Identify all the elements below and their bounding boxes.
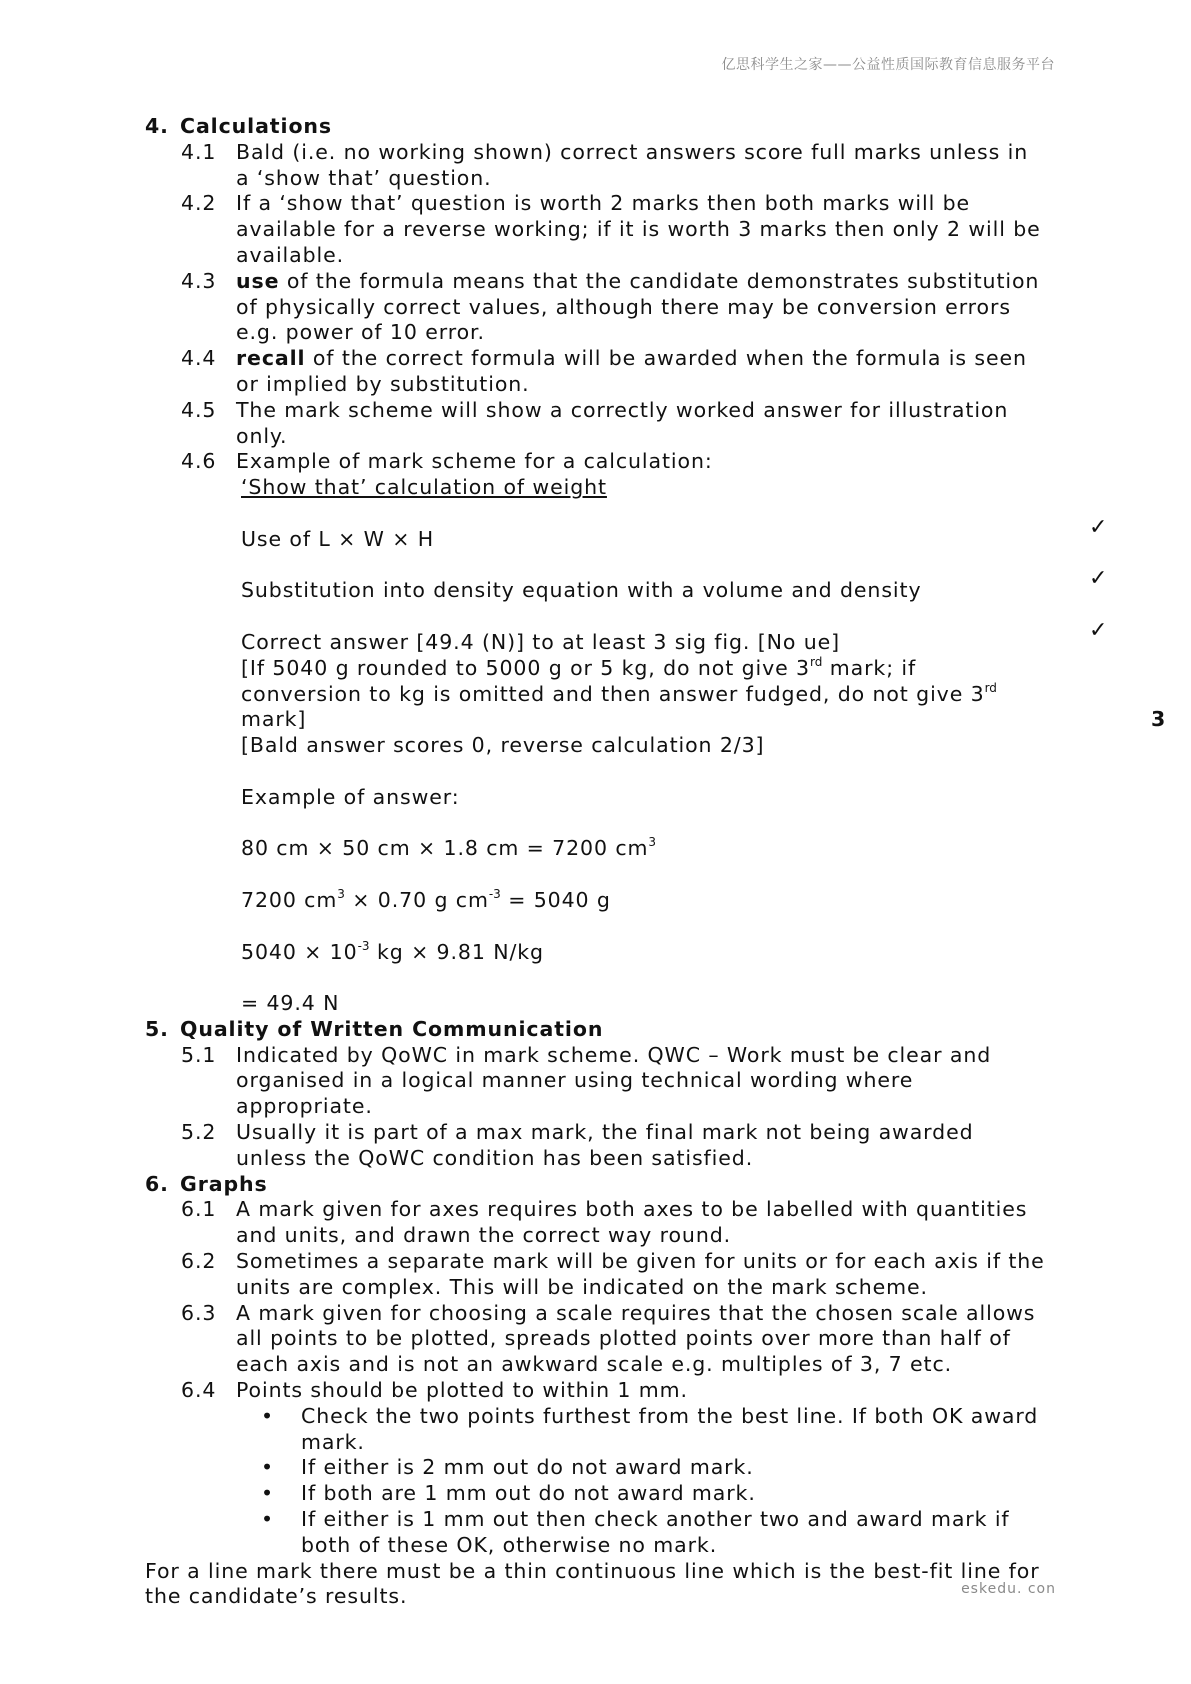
item-number: 4.6	[181, 449, 217, 474]
list-item	[145, 269, 1045, 346]
check-icon: ✓	[1089, 617, 1109, 643]
item-text: Indicated by QoWC in mark scheme. QWC – Work must be clear and organised in a logical manner using technical wording where appropriate.	[236, 1042, 992, 1119]
item-text	[236, 346, 1045, 398]
section-number: 4.	[145, 114, 169, 138]
calc-text: × 0.70 g cm	[344, 887, 489, 912]
calc-line	[241, 888, 1045, 914]
list-item	[145, 1249, 1045, 1301]
mark-step	[241, 514, 1109, 553]
mark-note-row	[241, 707, 1167, 733]
bullet-item	[259, 1481, 1045, 1507]
calc-text: 7200 cm	[241, 887, 338, 912]
item-number: 5.1	[181, 1042, 217, 1067]
list-item	[145, 1301, 1045, 1378]
item-text: Bald (i.e. no working shown) correct answers score full marks unless in a ‘show that’ question.	[236, 139, 1029, 190]
item-text: Points should be plotted to within 1 mm.	[236, 1378, 688, 1403]
bullet-item	[259, 1404, 1045, 1456]
section-heading-calculations	[145, 114, 1045, 140]
item-text: Example of mark scheme for a calculation:	[236, 449, 713, 474]
bullet-item	[259, 1507, 1045, 1559]
item-number: 6.1	[181, 1197, 217, 1222]
calc-text: 5040 × 10	[241, 939, 358, 964]
item-number: 4.2	[181, 191, 217, 216]
list-item	[145, 1197, 1045, 1249]
example-title: ‘Show that’ calculation of weight	[241, 475, 607, 500]
mark-note	[241, 682, 1045, 708]
note-text: [If 5040 g rounded to 5000 g or 5 kg, do not give 3	[241, 655, 810, 680]
superscript: rd	[810, 654, 823, 669]
superscript: 3	[648, 835, 657, 850]
item-number: 6.3	[181, 1300, 217, 1325]
section-heading-qowc	[145, 1017, 1045, 1043]
note-text: mark]	[241, 707, 307, 732]
section-number: 5.	[145, 1016, 169, 1041]
mark-note	[241, 656, 1045, 682]
item-number: 4.5	[181, 397, 217, 422]
item-text-rest: of the formula means that the candidate demonstrates substitution of physically correct values, although there may be conversion errors e.g. power of 10 error.	[236, 268, 1040, 345]
item-text: If a ‘show that’ question is worth 2 marks then both marks will be available for a reverse working; if it is worth 3 marks then only 2 will be available.	[236, 191, 1041, 267]
list-item	[145, 140, 1045, 192]
page-header: 亿思科学生之家——公益性质国际教育信息服务平台	[721, 57, 1055, 73]
keyword-use: use	[236, 268, 280, 293]
mark-step	[241, 566, 1109, 604]
superscript: 3	[337, 886, 345, 901]
mark-step	[241, 617, 1109, 656]
superscript: -3	[488, 886, 501, 901]
item-text: A mark given for axes requires both axes to be labelled with quantities and units, and drawn the correct way round.	[236, 1197, 1028, 1248]
calc-text: = 5040 g	[500, 887, 611, 912]
calc-line	[241, 836, 1045, 862]
calc-text: 80 cm × 50 cm × 1.8 cm = 7200 cm	[241, 836, 649, 861]
calc-line: = 49.4 N	[241, 991, 340, 1016]
step-text: Use of L × W × H	[241, 526, 435, 551]
item-number: 6.2	[181, 1249, 217, 1274]
step-text: Correct answer [49.4 (N)] to at least 3 sig fig. [No ue]	[241, 629, 841, 654]
list-item	[145, 1378, 1045, 1404]
list-item	[145, 449, 1045, 475]
check-icon: ✓	[1089, 514, 1109, 540]
list-item	[145, 398, 1045, 450]
check-icon: ✓	[1089, 566, 1109, 592]
bullet-item	[259, 1455, 1045, 1481]
item-text: Sometimes a separate mark will be given for units or for each axis if the units are complex. This will be indicated on the mark scheme.	[236, 1249, 1045, 1299]
list-item	[145, 191, 1045, 268]
item-text: A mark given for choosing a scale requires that the chosen scale allows all points to be plotted, spreads plotted points over more than half of each axis and is not an awkward scale e.g. multiples of 3, 7 etc.	[236, 1300, 1036, 1377]
item-text: The mark scheme will show a correctly worked answer for illustration only.	[236, 397, 1009, 448]
item-text-rest: of the correct formula will be awarded when the formula is seen or implied by substitution.	[236, 346, 1027, 396]
list-item	[145, 1120, 1045, 1172]
note-text: mark; if	[822, 655, 917, 680]
mark-note: [Bald answer scores 0, reverse calculation 2/3]	[241, 733, 765, 758]
item-number: 4.1	[181, 139, 217, 164]
example-block	[241, 475, 1167, 1017]
list-item	[145, 1043, 1045, 1120]
closing-paragraph: For a line mark there must be a thin continuous line which is the best-fit line for the candidate’s results.	[145, 1558, 1040, 1609]
bullet-text: Check the two points furthest from the best line. If both OK award mark.	[301, 1403, 1039, 1454]
superscript: rd	[984, 680, 997, 695]
section-title: Calculations	[180, 114, 333, 138]
bullet-text: If either is 1 mm out then check another two and award mark if both of these OK, otherwise no mark.	[301, 1507, 1010, 1557]
example-answer-label: Example of answer:	[241, 784, 460, 809]
calc-text: kg × 9.81 N/kg	[369, 939, 544, 964]
section-number: 6.	[145, 1171, 169, 1196]
total-marks: 3	[1151, 707, 1167, 732]
bullet-icon: •	[261, 1455, 274, 1480]
section-title: Graphs	[180, 1171, 268, 1196]
section-heading-graphs	[145, 1172, 1045, 1198]
note-text: conversion to kg is omitted and then answer fudged, do not give 3	[241, 681, 985, 706]
item-number: 4.4	[181, 346, 217, 371]
bullet-icon: •	[261, 1403, 274, 1428]
list-item	[145, 346, 1045, 398]
item-text	[236, 269, 1045, 346]
item-number: 4.3	[181, 268, 217, 293]
section-title: Quality of Written Communication	[180, 1016, 604, 1041]
bullet-icon: •	[261, 1507, 274, 1532]
item-number: 5.2	[181, 1120, 217, 1145]
item-text: Usually it is part of a max mark, the final mark not being awarded unless the QoWC condition has been satisfied.	[236, 1120, 974, 1170]
calc-line	[241, 940, 1045, 966]
document-body	[145, 114, 1167, 1610]
page-footer: eskedu. con	[961, 1581, 1056, 1597]
superscript: -3	[357, 938, 370, 953]
bullet-text: If either is 2 mm out do not award mark.	[301, 1455, 754, 1480]
bullet-icon: •	[261, 1481, 274, 1506]
item-number: 6.4	[181, 1378, 217, 1403]
bullet-text: If both are 1 mm out do not award mark.	[301, 1481, 756, 1506]
step-text: Substitution into density equation with a volume and density	[241, 578, 922, 603]
keyword-recall: recall	[236, 346, 306, 371]
